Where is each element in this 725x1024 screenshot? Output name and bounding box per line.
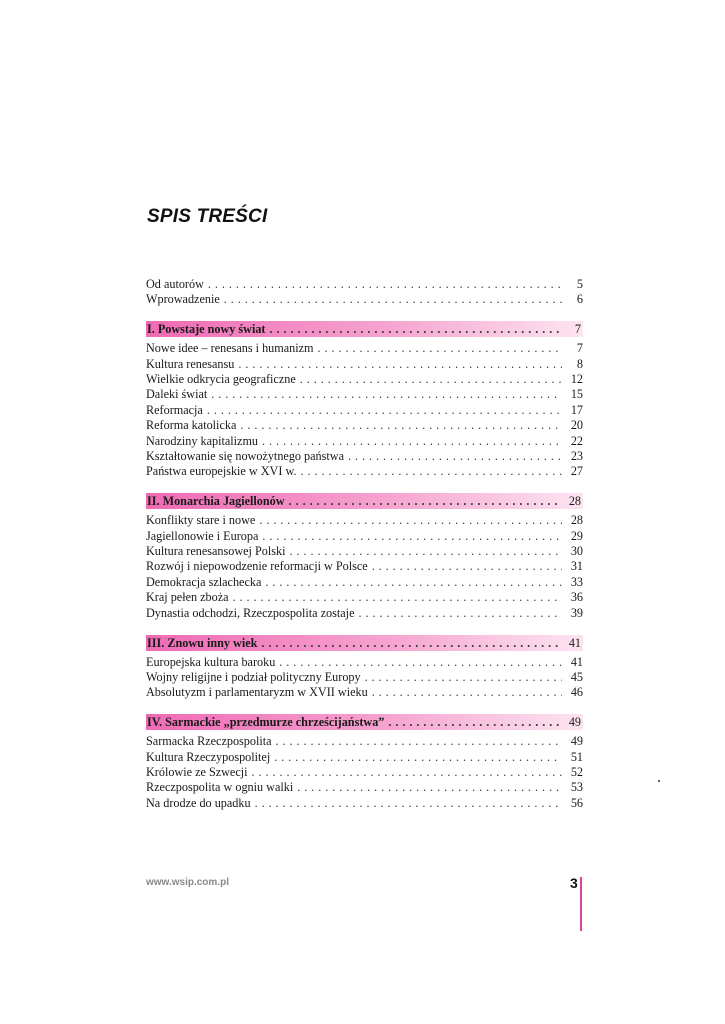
toc-entry[interactable] (146, 796, 583, 811)
toc-section-heading-label: II. Monarchia Jagiellonów (147, 494, 285, 509)
toc-section (146, 493, 583, 621)
toc-entry[interactable] (146, 780, 583, 795)
toc-entry[interactable] (146, 606, 583, 621)
toc-entry[interactable] (146, 765, 583, 780)
toc-entry[interactable] (146, 292, 583, 307)
toc-entry-label: Europejska kultura baroku (146, 654, 276, 669)
toc-entry-page: 12 (570, 372, 583, 387)
leader-dots (224, 292, 562, 307)
leader-dots (255, 796, 562, 811)
leader-dots (300, 372, 562, 387)
page-number: 3 (570, 875, 578, 891)
toc-entry-page: 27 (570, 464, 583, 479)
toc-entry-page: 30 (570, 544, 583, 559)
toc-entry-label: Konflikty stare i nowe (146, 513, 256, 528)
leader-dots (240, 418, 562, 433)
leader-dots (211, 387, 562, 402)
toc-section-heading-page: 7 (574, 322, 581, 337)
leader-dots (289, 493, 560, 509)
toc-entry-label: Narodziny kapitalizmu (146, 433, 259, 448)
toc-entry-page: 46 (570, 685, 583, 700)
toc-entry-label: Kultura renesansu (146, 356, 235, 371)
toc-section-heading-label: IV. Sarmackie „przedmurze chrześcijaństwa” (147, 715, 385, 730)
leader-dots (388, 714, 560, 730)
leader-dots (279, 655, 562, 670)
toc-entry-page: 45 (570, 669, 583, 684)
toc-entry[interactable] (146, 734, 583, 749)
toc-entry-page: 8 (576, 356, 583, 371)
toc-entry-page: 15 (570, 387, 583, 402)
toc-section-heading[interactable] (146, 493, 583, 509)
toc-section-heading-label: III. Znowu inny wiek (147, 635, 258, 650)
toc-section-heading-page: 28 (568, 494, 581, 509)
spacer (146, 308, 583, 322)
spacer (146, 701, 583, 715)
toc-entry-label: Wojny religijne i podział polityczny Europy (146, 669, 361, 684)
toc-entry[interactable] (146, 513, 583, 528)
publisher-url: www.wsip.com.pl (146, 877, 229, 888)
toc-entry-label: Reforma katolicka (146, 418, 237, 433)
toc-entry-page: 36 (570, 590, 583, 605)
toc-entry-page: 41 (570, 654, 583, 669)
toc-entry[interactable] (146, 372, 583, 387)
table-of-contents (146, 277, 583, 811)
toc-entry[interactable] (146, 403, 583, 418)
toc-entry-label: Sarmacka Rzeczpospolita (146, 734, 272, 749)
toc-section (146, 714, 583, 811)
toc-entry[interactable] (146, 575, 583, 590)
leader-dots (318, 341, 562, 356)
leader-dots (207, 403, 562, 418)
leader-dots (358, 606, 562, 621)
toc-entry-label: Od autorów (146, 277, 204, 291)
toc-entry[interactable] (146, 544, 583, 559)
toc-entry[interactable] (146, 464, 583, 479)
page-number-bar (580, 877, 582, 931)
stray-mark (658, 780, 660, 782)
toc-entry-label: Rzeczpospolita w ogniu walki (146, 780, 294, 795)
toc-intro (146, 277, 583, 308)
leader-dots (238, 357, 562, 372)
toc-entry-page: 31 (570, 559, 583, 574)
toc-entry-label: Dynastia odchodzi, Rzeczpospolita zostaje (146, 605, 355, 620)
toc-entry[interactable] (146, 685, 583, 700)
toc-entry-label: Na drodze do upadku (146, 795, 251, 810)
toc-entry-page: 39 (570, 605, 583, 620)
toc-entry[interactable] (146, 750, 583, 765)
toc-entry[interactable] (146, 529, 583, 544)
leader-dots (365, 670, 562, 685)
toc-entry-label: Rozwój i niepowodzenie reformacji w Polsce (146, 559, 368, 574)
leader-dots (276, 734, 562, 749)
toc-sections (146, 321, 583, 811)
toc-entry[interactable] (146, 449, 583, 464)
toc-entry-label: Państwa europejskie w XVI w. (146, 464, 297, 479)
toc-entry-label: Kultura Rzeczypospolitej (146, 749, 271, 764)
leader-dots (252, 765, 562, 780)
toc-entry[interactable] (146, 418, 583, 433)
toc-entry-label: Kultura renesansowej Polski (146, 544, 286, 559)
toc-entry[interactable] (146, 387, 583, 402)
leader-dots (261, 635, 560, 651)
toc-entry[interactable] (146, 559, 583, 574)
toc-entry[interactable] (146, 277, 583, 292)
toc-entry-label: Absolutyzm i parlamentaryzm w XVII wieku (146, 685, 368, 700)
toc-section-heading-label: I. Powstaje nowy świat (147, 322, 266, 337)
spacer (146, 621, 583, 635)
toc-entry-label: Demokracja szlachecka (146, 574, 262, 589)
toc-section-heading[interactable] (146, 321, 583, 337)
toc-entry-label: Daleki świat (146, 387, 208, 402)
toc-entry-label: Wprowadzenie (146, 292, 220, 307)
leader-dots (348, 449, 562, 464)
toc-entry-label: Nowe idee – renesans i humanizm (146, 341, 314, 356)
leader-dots (265, 575, 562, 590)
toc-section-heading[interactable] (146, 714, 583, 730)
toc-entry-page: 28 (570, 513, 583, 528)
leader-dots (208, 277, 562, 292)
toc-entry-label: Reformacja (146, 402, 203, 417)
leader-dots (262, 434, 562, 449)
toc-entry[interactable] (146, 434, 583, 449)
toc-entry-page: 49 (570, 734, 583, 749)
toc-entry-label: Jagiellonowie i Europa (146, 528, 259, 543)
toc-entry-label: Wielkie odkrycia geograficzne (146, 372, 296, 387)
toc-section (146, 635, 583, 701)
toc-entry[interactable] (146, 670, 583, 685)
toc-entry-page: 56 (570, 795, 583, 810)
toc-entry-page: 29 (570, 528, 583, 543)
toc-section (146, 321, 583, 480)
leader-dots (274, 750, 562, 765)
toc-entry-label: Kraj pełen zboża (146, 590, 229, 605)
toc-entry-label: Królowie ze Szwecji (146, 764, 248, 779)
leader-dots (262, 529, 562, 544)
leader-dots (289, 544, 562, 559)
toc-entry[interactable] (146, 590, 583, 605)
toc-section-heading-page: 41 (568, 635, 581, 650)
toc-entry-page: 52 (570, 764, 583, 779)
toc-entry-page: 51 (570, 749, 583, 764)
leader-dots (372, 559, 562, 574)
spacer (146, 480, 583, 494)
leader-dots (269, 321, 560, 337)
toc-entry-page: 22 (570, 433, 583, 448)
toc-entry-page: 7 (576, 341, 583, 356)
toc-entry-page: 53 (570, 780, 583, 795)
toc-entry[interactable] (146, 357, 583, 372)
toc-entry[interactable] (146, 341, 583, 356)
toc-section-heading[interactable] (146, 635, 583, 651)
page-title: SPIS TREŚCI (147, 206, 268, 227)
toc-entry-label: Kształtowanie się nowożytnego państwa (146, 449, 344, 464)
leader-dots (233, 590, 562, 605)
toc-entry-page: 6 (576, 292, 583, 307)
leader-dots (372, 685, 562, 700)
toc-entry-page: 23 (570, 449, 583, 464)
leader-dots (301, 464, 562, 479)
toc-section-heading-page: 49 (568, 715, 581, 730)
leader-dots (297, 780, 562, 795)
leader-dots (259, 513, 562, 528)
toc-entry-page: 20 (570, 418, 583, 433)
toc-entry-page: 33 (570, 574, 583, 589)
toc-entry-page: 17 (570, 402, 583, 417)
toc-entry-page: 5 (576, 277, 583, 291)
toc-entry[interactable] (146, 655, 583, 670)
